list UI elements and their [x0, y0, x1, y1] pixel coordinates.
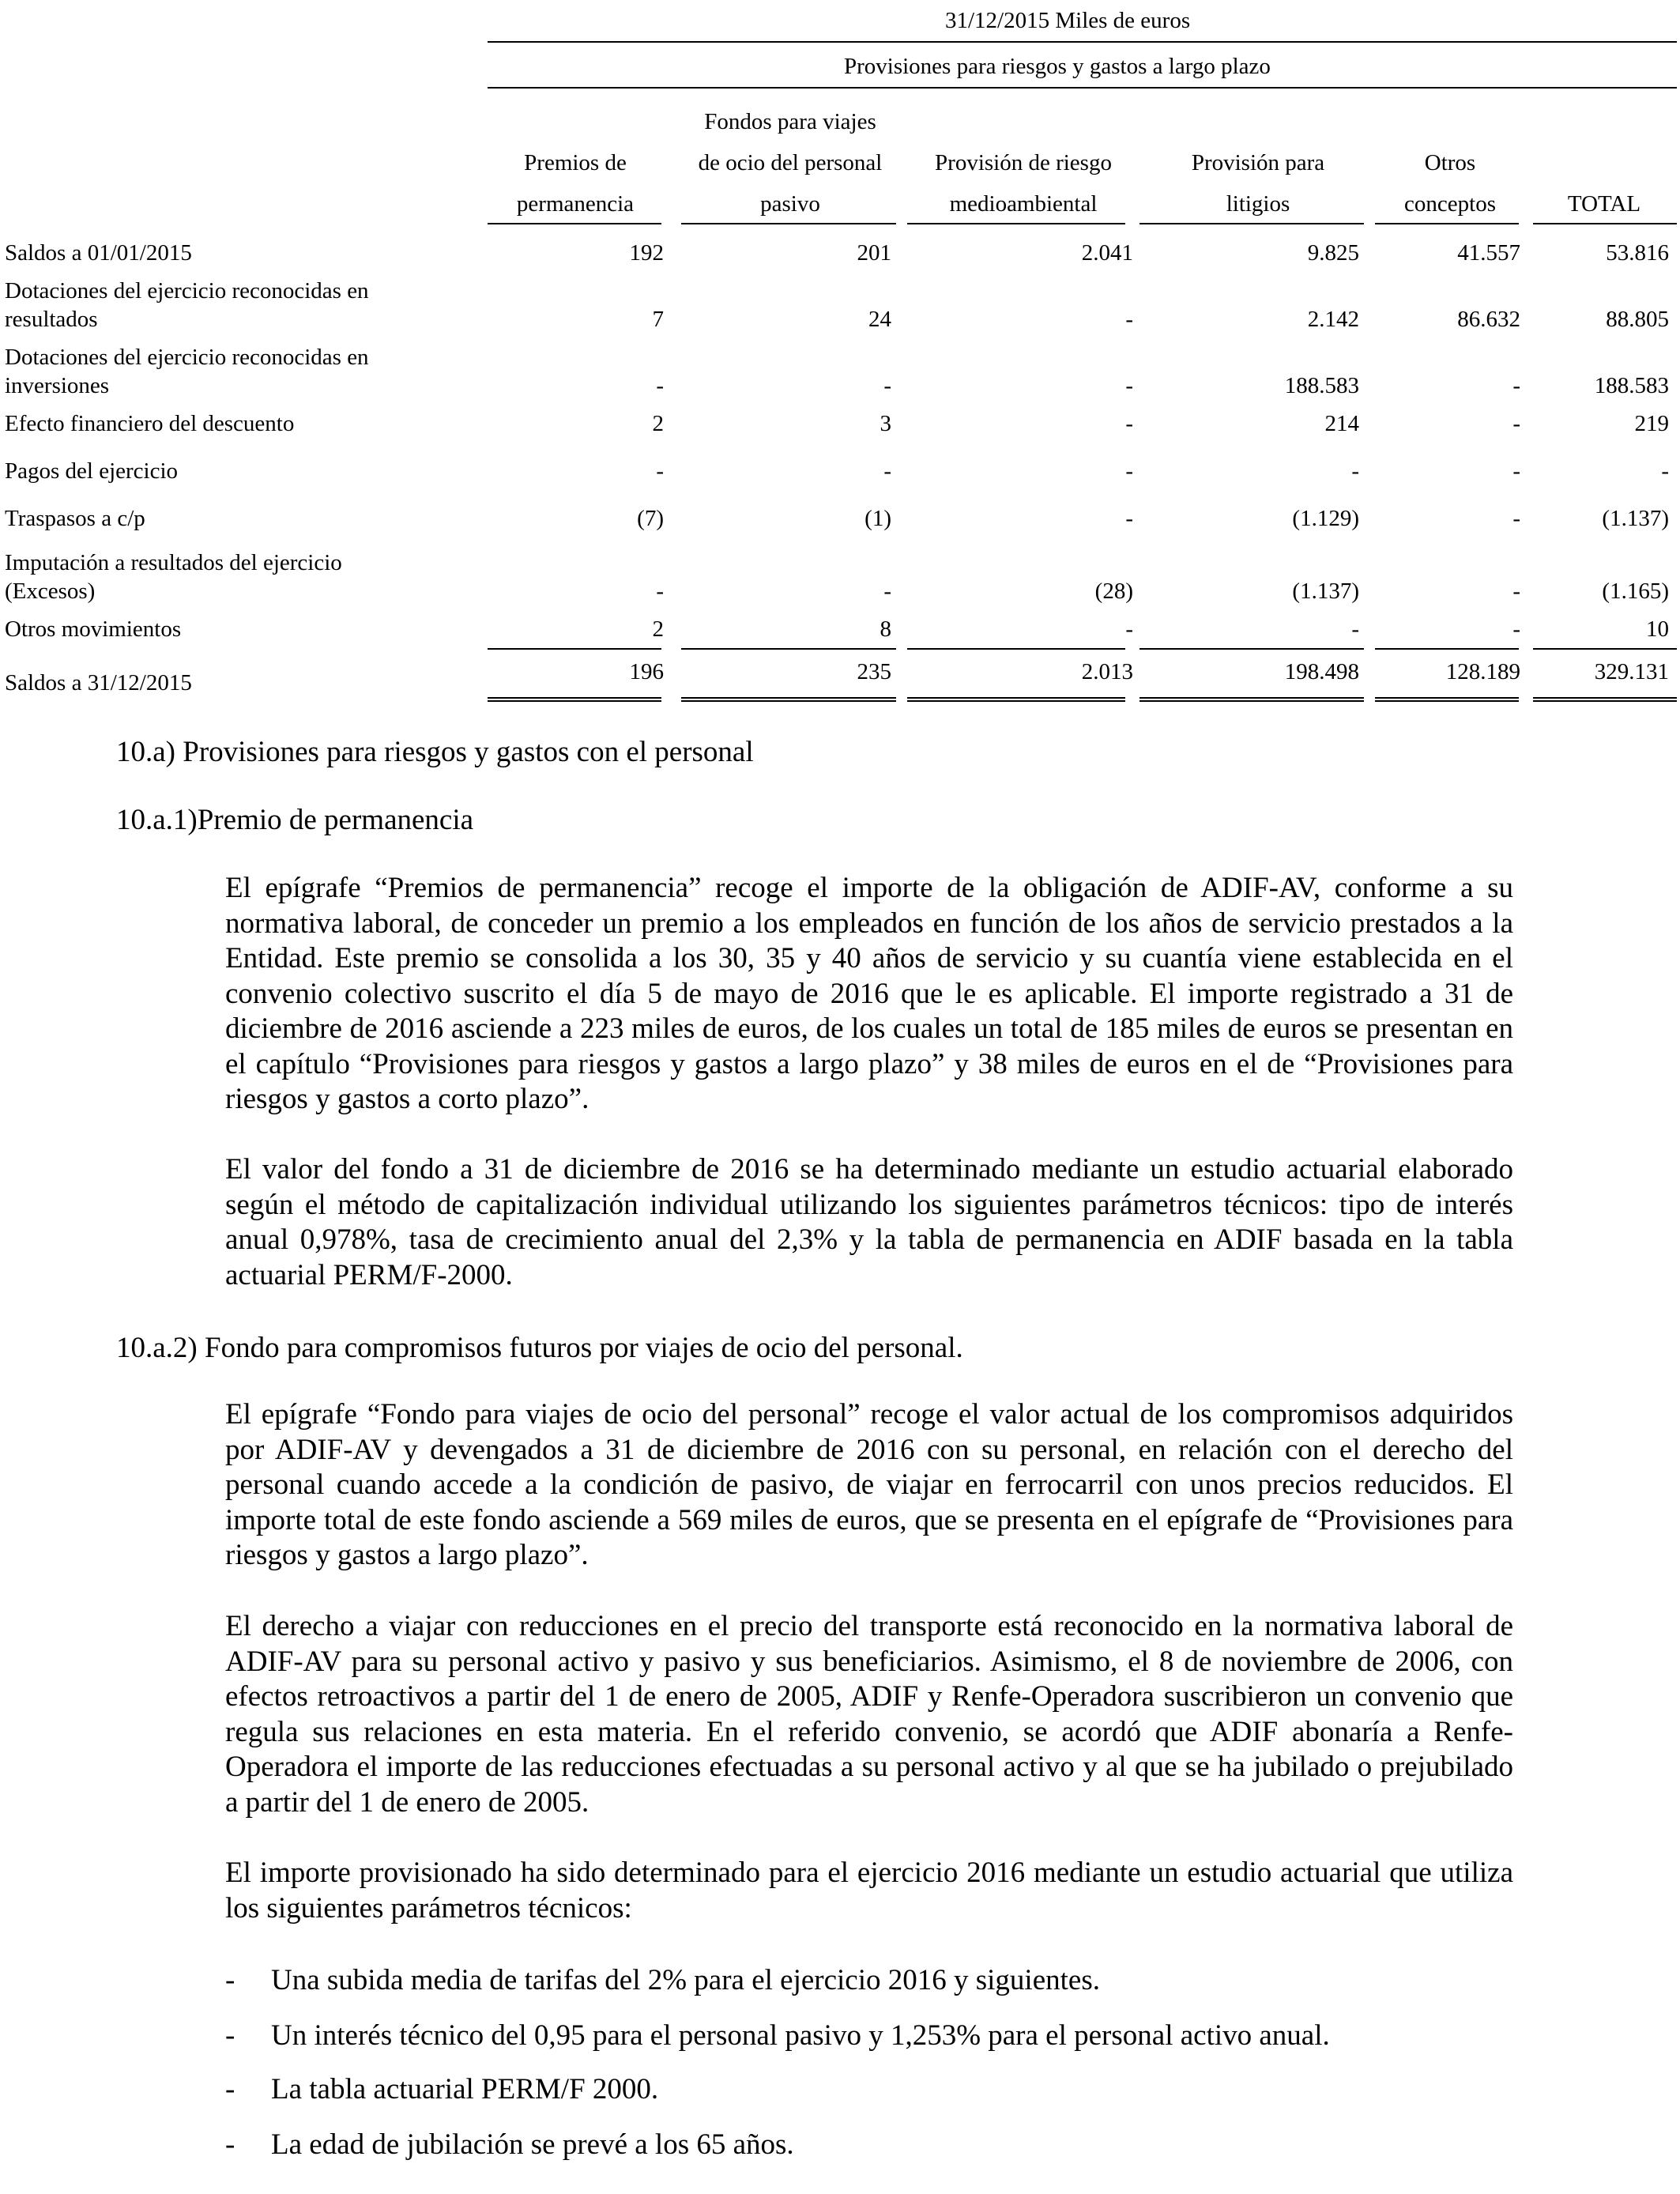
- table-cell-value: -: [1125, 458, 1133, 484]
- table-cell-value: 128.189: [1445, 659, 1520, 684]
- column-header-line: Provisión para: [1191, 150, 1325, 175]
- table-cell-value: (1.129): [1292, 506, 1359, 531]
- table-cell-value: 188.583: [1284, 373, 1359, 398]
- table-cell-value: (1.137): [1602, 506, 1669, 531]
- table-cell-value: 41.557: [1457, 240, 1520, 266]
- table-cell-value: 8: [880, 616, 891, 642]
- section-heading-10a2: 10.a.2) Fondo para compromisos futuros por viajes de ocio del personal.: [116, 1332, 963, 1364]
- table-cell-value: -: [1125, 373, 1133, 398]
- table-cell-value: 10: [1646, 616, 1669, 642]
- subtotal-rule: [1375, 648, 1519, 650]
- column-header-rule: [681, 223, 896, 224]
- table-cell-value: 9.825: [1307, 240, 1359, 266]
- table-cell-value: -: [1125, 506, 1133, 531]
- table-cell-value: -: [1125, 616, 1133, 642]
- row-label: Traspasos a c/p: [5, 506, 145, 531]
- table-cell-value: (7): [637, 506, 664, 531]
- table-cell-value: 235: [857, 659, 891, 684]
- list-dash: -: [225, 2019, 235, 2052]
- table-cell-value: 3: [880, 411, 891, 436]
- section-heading-10a: 10.a) Provisiones para riesgos y gastos con el personal: [116, 736, 754, 768]
- list-dash: -: [225, 2073, 235, 2105]
- column-header-line: Fondos para viajes: [704, 109, 876, 134]
- table-cell-value: 219: [1634, 411, 1669, 436]
- table-cell-value: (1): [864, 506, 891, 531]
- total-double-rule: [907, 697, 1125, 702]
- table-cell-value: 2.013: [1081, 659, 1133, 684]
- column-header-line: Otros: [1424, 150, 1476, 175]
- column-header-rule: [1533, 223, 1677, 224]
- column-header-line: medioambiental: [949, 191, 1098, 217]
- list-item: [225, 2128, 794, 2162]
- list-item-text: La edad de jubilación se prevé a los 65 años.: [271, 2128, 794, 2161]
- section-heading-10a1: 10.a.1)Premio de permanencia: [116, 804, 474, 836]
- table-cell-value: -: [1512, 506, 1520, 531]
- total-double-rule: [488, 697, 661, 702]
- paragraph-importe-provisionado: El importe provisionado ha sido determinado para el ejercicio 2016 mediante un estudio actuarial que utiliza los siguientes parámetros técnicos:: [225, 1857, 1513, 1924]
- subtotal-rule: [907, 648, 1125, 650]
- table-cell-value: (28): [1094, 579, 1133, 604]
- table-cell-value: -: [656, 458, 664, 484]
- list-item: [225, 2072, 658, 2106]
- table-cell-value: 2.142: [1307, 307, 1359, 332]
- table-cell-value: 7: [652, 307, 664, 332]
- paragraph-derecho-viajar: El derecho a viajar con reducciones en el precio del transporte está reconocido en la normativa laboral de ADIF-AV para su personal activo y pasivo y sus beneficiarios. Asimismo, el 8 de noviembre de 2006, con efectos retroactivos a partir del 1 de enero de 2005, ADIF y Renfe-Operadora suscribieron un convenio que regula sus relaciones en esta materia. En el referido convenio, se acordó que ADIF abonaría a Renfe-Operadora el importe de las reducciones efectuadas a su personal activo y al que se ha jubilado o prejubilado a partir del 1 de enero de 2005.: [225, 1610, 1513, 1819]
- table-cell-value: 2.041: [1081, 240, 1133, 266]
- table-cell-value: 188.583: [1594, 373, 1669, 398]
- table-cell-value: 192: [629, 240, 664, 266]
- table-cell-value: 88.805: [1606, 307, 1669, 332]
- table-cell-value: -: [1125, 411, 1133, 436]
- subtotal-rule: [1139, 648, 1364, 650]
- table-cell-value: -: [1351, 458, 1359, 484]
- total-double-rule: [1375, 697, 1519, 702]
- table-group-rule: [488, 87, 1677, 89]
- table-cell-value: -: [1512, 373, 1520, 398]
- list-item: [225, 2019, 1330, 2053]
- table-cell-value: -: [1125, 307, 1133, 332]
- list-item-text: Una subida media de tarifas del 2% para el ejercicio 2016 y siguientes.: [271, 1964, 1100, 1996]
- subtotal-rule: [1533, 648, 1677, 650]
- row-label: Saldos a 01/01/2015: [5, 240, 192, 266]
- table-cell-value: -: [656, 373, 664, 398]
- list-item-text: Un interés técnico del 0,95 para el personal pasivo y 1,253% para el personal activo anual.: [271, 2019, 1330, 2052]
- subtotal-rule: [488, 648, 661, 650]
- table-cell-value: 196: [629, 659, 664, 684]
- total-double-rule: [1139, 697, 1364, 702]
- list-dash: -: [225, 1964, 235, 1996]
- total-double-rule: [681, 697, 896, 702]
- subtotal-rule: [681, 648, 896, 650]
- row-label: Efecto financiero del descuento: [5, 411, 295, 436]
- table-cell-value: 24: [868, 307, 891, 332]
- column-header-line: pasivo: [760, 191, 820, 217]
- column-header-line: permanencia: [516, 191, 635, 217]
- column-header-line: Provisión de riesgo: [935, 150, 1112, 175]
- table-cell-value: -: [1512, 411, 1520, 436]
- table-cell-value: 2: [652, 616, 664, 642]
- column-header-rule: [907, 223, 1125, 224]
- table-cell-value: -: [1512, 579, 1520, 604]
- paragraph-valor-fondo: El valor del fondo a 31 de diciembre de 2016 se ha determinado mediante un estudio actuarial elaborado según el método de capitalización individual utilizando los siguientes parámetros técnicos: tipo de interés anual 0,978%, tasa de crecimiento anual del 2,3% y la tabla de permanencia en ADIF basada en la tabla actuarial PERM/F-2000.: [225, 1153, 1513, 1291]
- table-cell-value: 2: [652, 411, 664, 436]
- table-cell-value: -: [1512, 458, 1520, 484]
- table-cell-value: -: [1661, 458, 1669, 484]
- list-item: [225, 1963, 1100, 1997]
- table-cell-value: 201: [857, 240, 891, 266]
- list-item-text: La tabla actuarial PERM/F 2000.: [271, 2073, 659, 2105]
- table-cell-value: 214: [1324, 411, 1359, 436]
- row-label: resultados: [5, 307, 98, 332]
- table-cell-value: (1.137): [1292, 579, 1359, 604]
- row-label: (Excesos): [5, 579, 96, 604]
- table-title: 31/12/2015 Miles de euros: [945, 8, 1191, 33]
- table-title-rule: [488, 41, 1677, 43]
- column-header-line: de ocio del personal: [698, 150, 883, 175]
- table-cell-value: -: [1351, 616, 1359, 642]
- column-header-line: conceptos: [1404, 191, 1496, 217]
- row-label: Dotaciones del ejercicio reconocidas en: [5, 345, 369, 370]
- paragraph-premio-permanencia: El epígrafe “Premios de permanencia” recoge el importe de la obligación de ADIF-AV, conforme a su normativa laboral, de conceder un premio a los empleados en función de los años de servicio prestados a la Entidad. Este premio se consolida a los 30, 35 y 40 años de servicio y su cuantía viene establecida en el convenio colectivo suscrito el día 5 de mayo de 2016 que le es aplicable. El importe registrado a 31 de diciembre de 2016 asciende a 223 miles de euros, de los cuales un total de 185 miles de euros se presentan en el capítulo “Provisiones para riesgos y gastos a largo plazo” y 38 miles de euros en el de “Provisiones para riesgos y gastos a corto plazo”.: [225, 872, 1513, 1115]
- table-cell-value: (1.165): [1602, 579, 1669, 604]
- table-cell-value: -: [656, 579, 664, 604]
- table-cell-value: -: [883, 579, 891, 604]
- list-dash: -: [225, 2128, 235, 2161]
- column-header-line: Premios de: [524, 150, 627, 175]
- table-cell-value: -: [883, 373, 891, 398]
- table-cell-value: 329.131: [1594, 659, 1669, 684]
- table-cell-value: -: [1512, 616, 1520, 642]
- table-cell-value: 198.498: [1284, 659, 1359, 684]
- column-header-line: TOTAL: [1567, 191, 1641, 217]
- table-cell-value: 53.816: [1606, 240, 1669, 266]
- row-label: inversiones: [5, 373, 110, 398]
- total-double-rule: [1533, 697, 1677, 702]
- provisions-table: [0, 0, 1680, 711]
- paragraph-fondo-viajes: El epígrafe “Fondo para viajes de ocio del personal” recoge el valor actual de los compromisos adquiridos por ADIF-AV y devengados a 31 de diciembre de 2016 con su personal, en relación con el derecho del personal cuando accede a la condición de pasivo, de viajar en ferrocarril con unos precios reducidos. El importe total de este fondo asciende a 569 miles de euros, que se presenta en el epígrafe de “Provisiones para riesgos y gastos a largo plazo”.: [225, 1398, 1513, 1571]
- table-cell-value: -: [883, 458, 891, 484]
- row-label: Saldos a 31/12/2015: [5, 670, 192, 696]
- column-header-line: litigios: [1226, 191, 1290, 217]
- row-label: Dotaciones del ejercicio reconocidas en: [5, 278, 369, 303]
- row-label: Pagos del ejercicio: [5, 458, 179, 484]
- row-label: Imputación a resultados del ejercicio: [5, 550, 342, 575]
- table-cell-value: 86.632: [1457, 307, 1520, 332]
- row-label: Otros movimientos: [5, 616, 182, 642]
- table-group-header: Provisiones para riesgos y gastos a largo plazo: [844, 54, 1271, 79]
